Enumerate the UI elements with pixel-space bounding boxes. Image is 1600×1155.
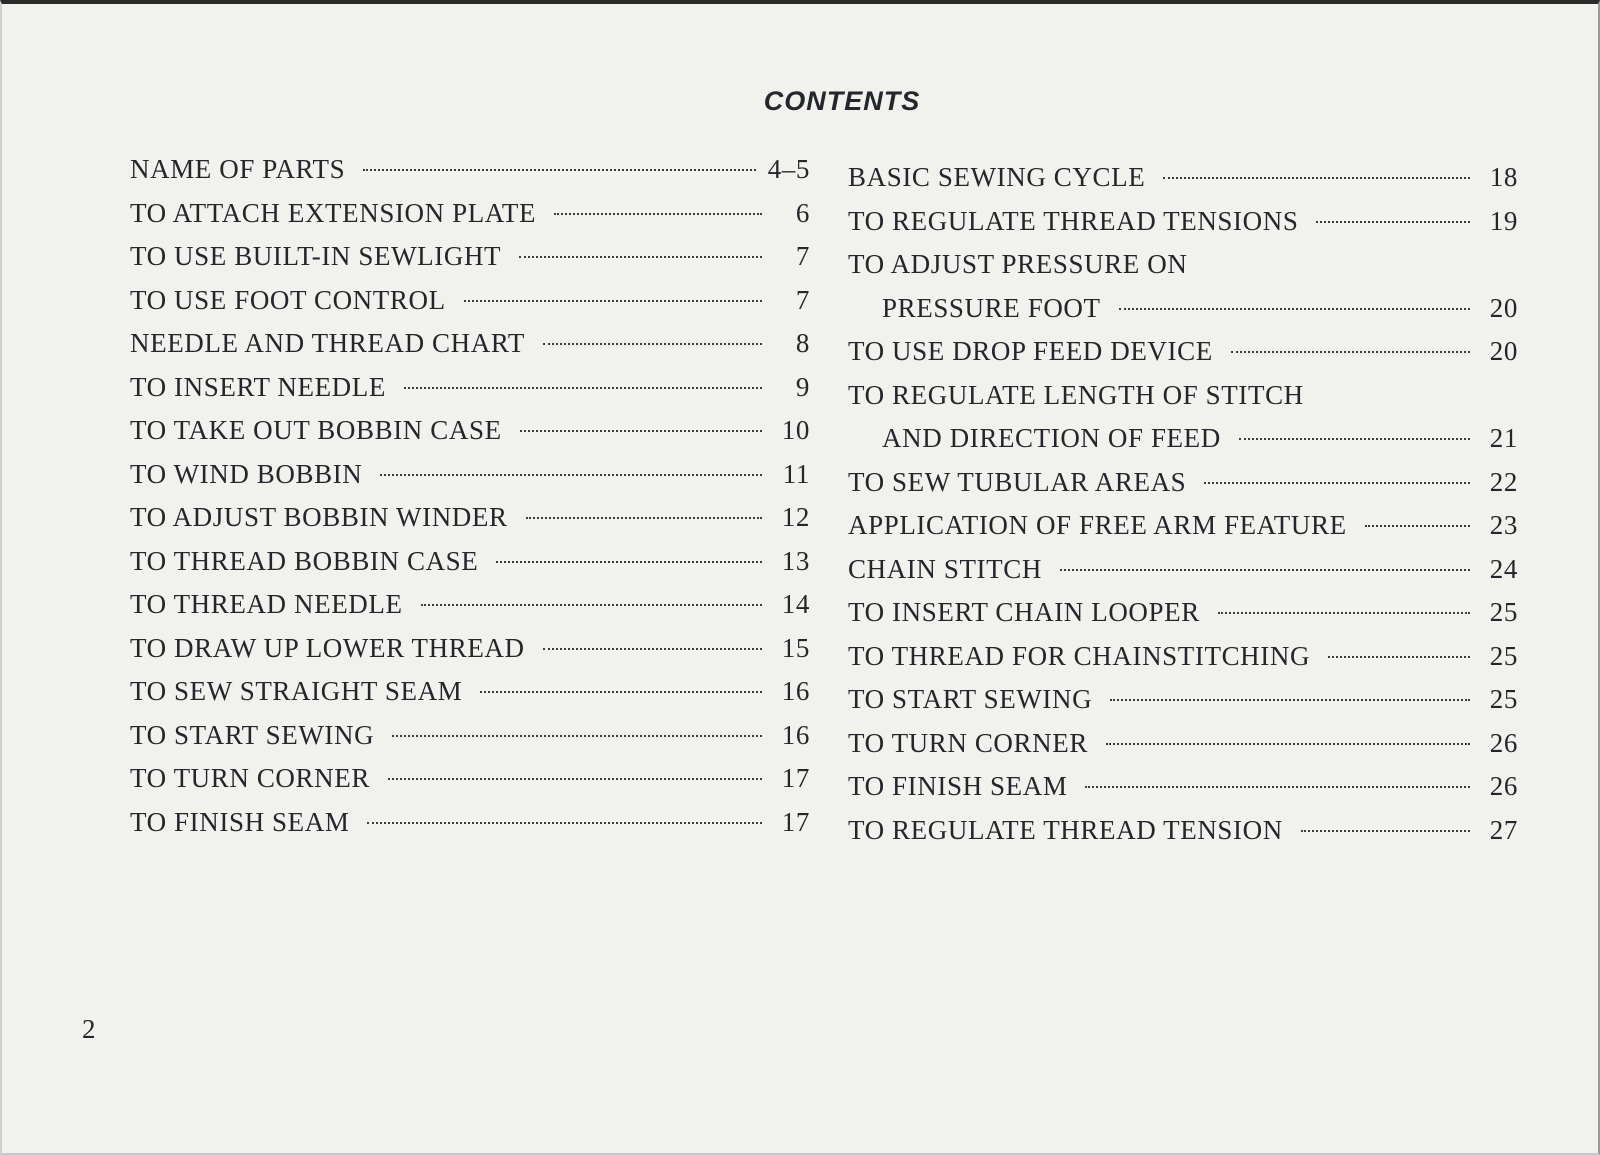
toc-entry-label: TO USE BUILT-IN SEWLIGHT	[130, 241, 502, 271]
toc-entry-label: TO ADJUST PRESSURE ON	[848, 249, 1188, 279]
dot-leader	[380, 474, 762, 476]
dot-leader	[367, 822, 762, 824]
toc-entry-label: TO INSERT NEEDLE	[130, 371, 386, 402]
dot-leader	[1106, 743, 1470, 745]
toc-entry	[848, 641, 1518, 685]
dot-leader	[1119, 308, 1470, 310]
toc-entry	[848, 467, 1518, 511]
dot-leader	[526, 517, 762, 519]
dot-leader	[496, 561, 762, 563]
toc-entry-page: 4–5	[767, 154, 810, 184]
toc-entry	[848, 162, 1518, 206]
toc-entry	[130, 198, 810, 242]
toc-entry	[848, 728, 1518, 772]
dot-leader	[543, 343, 762, 345]
dot-leader	[1301, 830, 1470, 832]
toc-entry-label: TO USE DROP FEED DEVICE	[848, 336, 1213, 366]
toc-entry	[848, 597, 1518, 641]
toc-entry	[848, 554, 1518, 598]
toc-entry-page: 8	[795, 328, 810, 358]
toc-entry-label: BASIC SEWING CYCLE	[848, 162, 1146, 192]
toc-entry-page: 20	[1489, 336, 1518, 366]
toc-entry	[848, 249, 1518, 293]
dot-leader	[464, 300, 762, 302]
dot-leader	[554, 213, 762, 215]
toc-entry	[130, 285, 810, 329]
toc-entry-label: TO THREAD FOR CHAINSTITCHING	[848, 640, 1311, 671]
dot-leader	[1110, 699, 1470, 701]
toc-entry	[130, 415, 810, 459]
toc-entry-label: TO SEW STRAIGHT SEAM	[130, 676, 463, 706]
toc-entry-page: 22	[1489, 466, 1518, 497]
toc-entry	[130, 807, 810, 851]
toc-entry-label: NEEDLE AND THREAD CHART	[130, 328, 525, 358]
toc-entry-label: TO FINISH SEAM	[130, 806, 350, 837]
toc-entry-label: TO USE FOOT CONTROL	[130, 284, 446, 315]
toc-entry	[130, 154, 810, 198]
dot-leader	[1218, 612, 1470, 614]
contents-title: CONTENTS	[763, 86, 921, 116]
toc-entry-page: 13	[781, 545, 810, 576]
toc-entry-page: 26	[1489, 727, 1518, 758]
toc-entry	[848, 380, 1518, 424]
dot-leader	[404, 387, 762, 389]
toc-entry	[130, 546, 810, 590]
toc-entry-label: PRESSURE FOOT	[882, 292, 1101, 323]
toc-entry-label: TO REGULATE THREAD TENSION	[848, 814, 1283, 845]
toc-entry-label: TO REGULATE LENGTH OF STITCH	[848, 379, 1304, 410]
toc-entry-label: TO THREAD NEEDLE	[130, 589, 403, 619]
dot-leader	[392, 735, 762, 737]
dot-leader	[543, 648, 762, 650]
toc-entry	[130, 372, 810, 416]
page-number: 2	[82, 1014, 96, 1044]
toc-entry-page: 16	[781, 676, 810, 706]
toc-entry-page: 25	[1489, 640, 1518, 671]
toc-entry	[130, 763, 810, 807]
dot-leader	[1365, 525, 1470, 527]
toc-entry-page: 25	[1489, 597, 1518, 627]
dot-leader	[1231, 351, 1470, 353]
toc-entry	[130, 720, 810, 764]
toc-entry-label: TO REGULATE THREAD TENSIONS	[848, 205, 1299, 236]
dot-leader	[388, 778, 762, 780]
toc-entry	[130, 328, 810, 372]
toc-entry-page: 10	[781, 415, 810, 445]
toc-entry-label: TO ATTACH EXTENSION PLATE	[130, 197, 537, 228]
dot-leader	[363, 169, 755, 171]
dot-leader	[1204, 482, 1470, 484]
toc-entry-page: 21	[1489, 423, 1518, 453]
toc-entry-label: NAME OF PARTS	[130, 154, 346, 184]
toc-entry-page: 11	[782, 458, 810, 489]
toc-entry-page: 18	[1489, 162, 1518, 192]
toc-entry	[848, 815, 1518, 859]
toc-entry-label: TO FINISH SEAM	[848, 771, 1068, 801]
toc-entry-page: 6	[795, 197, 810, 228]
dot-leader	[1060, 569, 1470, 571]
toc-entry-label: TO INSERT CHAIN LOOPER	[848, 597, 1200, 627]
toc-entry-label: TO WIND BOBBIN	[130, 458, 363, 489]
toc-entry-page: 7	[795, 241, 810, 271]
toc-entry-page: 17	[781, 763, 810, 793]
toc-entry-page: 12	[781, 502, 810, 532]
toc-entry-label: APPLICATION OF FREE ARM FEATURE	[848, 510, 1347, 540]
toc-entry-label: TO ADJUST BOBBIN WINDER	[130, 502, 508, 532]
dot-leader	[1328, 656, 1470, 658]
toc-entry	[848, 336, 1518, 380]
toc-entry-label: AND DIRECTION OF FEED	[882, 423, 1221, 453]
toc-entry-page: 24	[1489, 553, 1518, 584]
dot-leader	[1163, 177, 1470, 179]
toc-entry-label: TO SEW TUBULAR AREAS	[848, 466, 1187, 497]
toc-entry-page: 27	[1489, 814, 1518, 845]
toc-entry	[848, 206, 1518, 250]
toc-entry-label: TO TURN CORNER	[130, 763, 370, 793]
dot-leader	[520, 430, 762, 432]
toc-entry-label: TO TURN CORNER	[848, 727, 1088, 758]
dot-leader	[480, 691, 762, 693]
toc-entry	[130, 502, 810, 546]
dot-leader	[1239, 438, 1470, 440]
toc-entry-page: 7	[795, 284, 810, 315]
toc-entry-label: TO START SEWING	[848, 684, 1093, 714]
toc-entry	[848, 423, 1518, 467]
toc-entry-label: TO START SEWING	[130, 719, 375, 750]
toc-entry	[130, 633, 810, 677]
dot-leader	[1316, 221, 1470, 223]
toc-entry-page: 17	[781, 806, 810, 837]
toc-entry-label: TO TAKE OUT BOBBIN CASE	[130, 415, 502, 445]
toc-entry	[130, 676, 810, 720]
toc-entry-page: 15	[781, 632, 810, 663]
toc-left-column	[130, 154, 810, 850]
toc-entry-label: TO DRAW UP LOWER THREAD	[130, 632, 525, 663]
dot-leader	[519, 256, 762, 258]
toc-entry-label: TO THREAD BOBBIN CASE	[130, 545, 479, 576]
toc-entry-page: 23	[1489, 510, 1518, 540]
toc-entry-label: CHAIN STITCH	[848, 553, 1042, 584]
toc-entry-page: 9	[795, 371, 810, 402]
toc-entry	[848, 684, 1518, 728]
toc-entry-page: 16	[781, 719, 810, 750]
toc-entry	[848, 293, 1518, 337]
toc-entry-page: 14	[781, 589, 810, 619]
dot-leader	[421, 604, 762, 606]
toc-entry	[130, 241, 810, 285]
toc-entry	[130, 459, 810, 503]
toc-right-column	[848, 162, 1518, 858]
toc-entry-page: 19	[1489, 205, 1518, 236]
dot-leader	[1085, 786, 1470, 788]
toc-entry	[130, 589, 810, 633]
toc-entry	[848, 771, 1518, 815]
toc-entry	[848, 510, 1518, 554]
toc-entry-page: 26	[1489, 771, 1518, 801]
toc-entry-page: 25	[1489, 684, 1518, 714]
toc-entry-page: 20	[1489, 292, 1518, 323]
